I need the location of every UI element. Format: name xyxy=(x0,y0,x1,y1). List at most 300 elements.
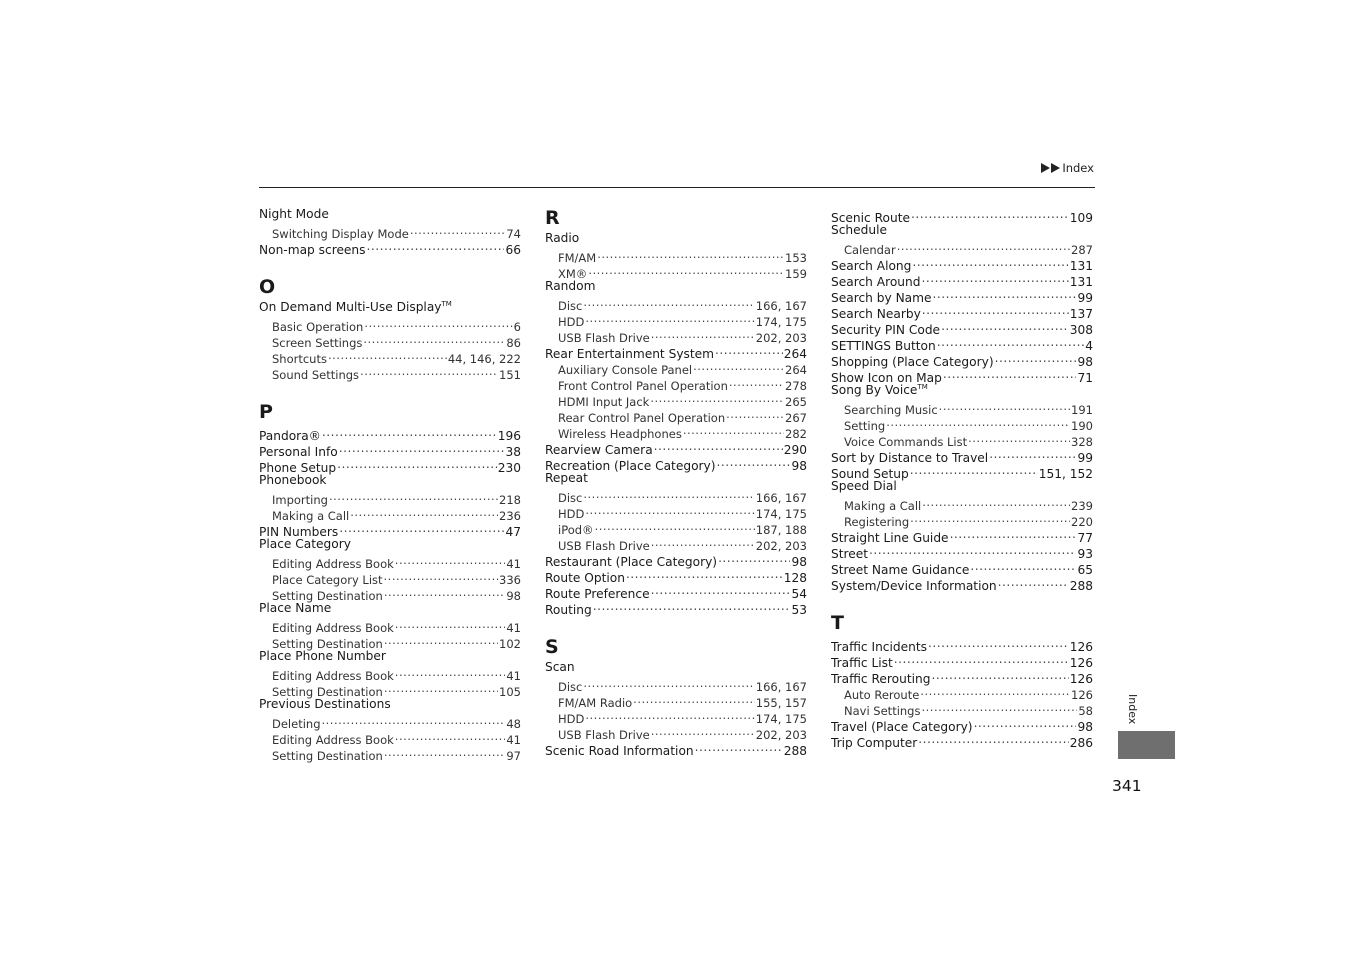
entry-name-text: Schedule xyxy=(831,223,888,237)
entry-name xyxy=(831,478,897,494)
entry-name-text: Traffic Incidents xyxy=(831,640,927,654)
arrow-right-icon xyxy=(1051,163,1060,173)
entry-page-ref[interactable]: 131 xyxy=(1069,275,1093,289)
entry-name xyxy=(259,299,452,315)
entry-page-ref[interactable]: 6 xyxy=(513,320,521,334)
entry-name-text: Traffic List xyxy=(831,656,893,670)
entry-name-text: Phonebook xyxy=(259,473,327,487)
entry-name-text: Scenic Route xyxy=(831,211,910,225)
entry-name xyxy=(844,434,967,450)
leader-dots xyxy=(595,518,755,534)
entry-name xyxy=(844,418,885,434)
entry-name xyxy=(831,274,920,290)
entry-page-ref[interactable]: 128 xyxy=(783,571,807,585)
entry-name-text: Making a Call xyxy=(844,499,922,513)
entry-name-text: Phone Setup xyxy=(259,461,337,475)
entry-page-ref[interactable]: 41 xyxy=(506,621,521,635)
index-block xyxy=(545,206,807,617)
entry-name-text: Shopping (Place Category) xyxy=(831,355,994,369)
entry-page-ref[interactable]: 187, 188 xyxy=(755,523,807,537)
entry-page-ref[interactable]: 98 xyxy=(1077,355,1093,369)
leader-dots xyxy=(695,739,783,755)
entry-page-ref[interactable]: 159 xyxy=(785,267,807,281)
index-letter-heading: T xyxy=(831,612,844,634)
entry-name-text: Street xyxy=(831,547,869,561)
index-entry xyxy=(545,278,807,294)
entry-page-ref[interactable]: 41 xyxy=(506,557,521,571)
entry-name xyxy=(831,655,893,671)
index-subentry[interactable] xyxy=(545,294,807,313)
entry-name-text: Setting Destination xyxy=(272,637,383,651)
entry-page-ref[interactable]: 131 xyxy=(1069,259,1093,273)
leader-dots xyxy=(693,358,784,374)
entry-page-ref[interactable]: 99 xyxy=(1077,291,1093,305)
entry-name xyxy=(545,470,588,486)
leader-dots xyxy=(933,286,1077,302)
entry-name-text: Trip Computer xyxy=(831,736,918,750)
entry-page-ref[interactable]: 102 xyxy=(499,637,521,651)
entry-page-ref[interactable]: 190 xyxy=(1071,419,1093,433)
entry-name-text: Basic Operation xyxy=(272,320,364,334)
index-entry xyxy=(831,222,1093,238)
entry-name-text: Personal Info xyxy=(259,445,338,459)
entry-name xyxy=(272,367,359,383)
entry-name-text: Disc xyxy=(558,680,583,694)
entry-page-ref[interactable]: 58 xyxy=(1078,704,1093,718)
entry-name xyxy=(831,338,936,354)
index-block xyxy=(545,635,807,758)
entry-page-ref[interactable]: 126 xyxy=(1069,656,1093,670)
leader-dots xyxy=(989,446,1076,462)
index-letter-heading: O xyxy=(259,276,276,298)
entry-page-ref[interactable]: 153 xyxy=(785,251,807,265)
leader-dots xyxy=(922,494,1070,510)
leader-dots xyxy=(322,712,506,728)
index-subentry[interactable] xyxy=(259,222,521,241)
index-column-3 xyxy=(831,206,1093,750)
entry-page-ref[interactable]: 47 xyxy=(505,525,521,539)
index-entry[interactable] xyxy=(831,635,1093,654)
leader-dots xyxy=(593,598,791,614)
entry-page-ref[interactable]: 202, 203 xyxy=(755,728,807,742)
entry-page-ref[interactable]: 137 xyxy=(1069,307,1093,321)
entry-page-ref[interactable]: 264 xyxy=(783,347,807,361)
page-number: 341 xyxy=(1112,777,1142,795)
leader-dots xyxy=(941,318,1069,334)
entry-name xyxy=(558,538,650,554)
entry-name-text: Editing Address Book xyxy=(272,669,394,683)
leader-dots xyxy=(651,582,791,598)
leader-dots xyxy=(360,363,498,379)
entry-name xyxy=(272,572,383,588)
entry-name-text: Traffic Rerouting xyxy=(831,672,931,686)
leader-dots xyxy=(968,430,1070,446)
entry-page-ref[interactable]: 86 xyxy=(506,336,521,350)
leader-dots xyxy=(384,632,498,648)
leader-dots xyxy=(633,691,755,707)
index-entry xyxy=(259,536,521,552)
entry-name xyxy=(831,322,940,338)
entry-name-text: Security PIN Code xyxy=(831,323,941,337)
leader-dots xyxy=(384,568,499,584)
leader-dots xyxy=(950,526,1077,542)
entry-name-text: Wireless Headphones xyxy=(558,427,682,441)
leader-dots xyxy=(395,664,506,680)
entry-page-ref[interactable]: 126 xyxy=(1069,640,1093,654)
entry-page-ref[interactable]: 74 xyxy=(506,227,521,241)
leader-dots xyxy=(683,422,784,438)
entry-page-ref[interactable]: 99 xyxy=(1077,451,1093,465)
entry-name xyxy=(831,306,921,322)
entry-name-text: Place Category List xyxy=(272,573,383,587)
index-subentry[interactable] xyxy=(259,315,521,334)
entry-name-text: Repeat xyxy=(545,471,588,485)
entry-name-text: Place Category xyxy=(259,537,351,551)
entry-name-text: Registering xyxy=(844,515,910,529)
entry-name-text: Deleting xyxy=(272,717,321,731)
entry-page-ref[interactable]: 41 xyxy=(506,669,521,683)
entry-name xyxy=(831,382,928,398)
leader-dots xyxy=(922,302,1069,318)
leader-dots xyxy=(939,398,1070,414)
entry-name xyxy=(558,394,649,410)
entry-page-ref[interactable]: 155, 157 xyxy=(755,696,807,710)
entry-name-text: Routing xyxy=(545,603,592,617)
index-subentry[interactable] xyxy=(831,494,1093,513)
side-tab-label: Index xyxy=(1126,694,1139,725)
leader-dots xyxy=(918,731,1068,747)
entry-name xyxy=(844,687,919,703)
entry-page-ref[interactable]: 264 xyxy=(785,363,807,377)
leader-dots xyxy=(350,504,498,520)
entry-name-text: Disc xyxy=(558,299,583,313)
entry-page-ref[interactable]: 278 xyxy=(785,379,807,393)
leader-dots xyxy=(717,454,791,470)
entry-name-text: Place Phone Number xyxy=(259,649,386,663)
entry-name-text: Disc xyxy=(558,491,583,505)
entry-name xyxy=(831,671,930,687)
index-subentry[interactable] xyxy=(259,712,521,731)
entry-name-text: HDMI Input Jack xyxy=(558,395,650,409)
entry-name-text: Setting Destination xyxy=(272,589,383,603)
entry-name-text: Sort by Distance to Travel xyxy=(831,451,989,465)
entry-page-ref[interactable]: 98 xyxy=(791,459,807,473)
entry-page-ref[interactable]: 265 xyxy=(785,395,807,409)
entry-name xyxy=(259,472,326,488)
leader-dots xyxy=(912,254,1068,270)
index-column-1 xyxy=(259,206,521,763)
leader-dots xyxy=(869,542,1076,558)
entry-name-text: Route Option xyxy=(545,571,625,585)
index-block xyxy=(259,400,521,763)
entry-name-text: HDD xyxy=(558,507,585,521)
index-block xyxy=(259,275,521,382)
entry-name-text: Search Along xyxy=(831,259,912,273)
index-entry[interactable] xyxy=(831,558,1093,577)
entry-name-text: Setting xyxy=(844,419,886,433)
entry-name xyxy=(545,230,579,246)
entry-page-ref[interactable]: 166, 167 xyxy=(755,680,807,694)
entry-page-ref[interactable]: 41 xyxy=(506,733,521,747)
entry-name-text: Auto Reroute xyxy=(844,688,920,702)
entry-page-ref[interactable]: 166, 167 xyxy=(755,491,807,505)
leader-dots xyxy=(410,222,506,238)
entry-page-ref[interactable]: 66 xyxy=(505,243,521,257)
entry-page-ref[interactable]: 105 xyxy=(499,685,521,699)
entry-page-ref[interactable]: 308 xyxy=(1069,323,1093,337)
leader-dots xyxy=(910,462,1038,478)
entry-name-text: Pandora® xyxy=(259,429,321,443)
entry-name xyxy=(831,222,887,238)
entry-name-text: Recreation (Place Category) xyxy=(545,459,716,473)
entry-page-ref[interactable]: 48 xyxy=(506,717,521,731)
entry-name-text: Night Mode xyxy=(259,207,329,221)
entry-page-ref[interactable]: 97 xyxy=(506,749,521,763)
entry-page-ref[interactable]: 109 xyxy=(1069,211,1093,225)
index-letter-heading: R xyxy=(545,207,560,229)
entry-name xyxy=(831,258,911,274)
entry-name-text: Editing Address Book xyxy=(272,733,394,747)
entry-page-ref[interactable]: 98 xyxy=(506,589,521,603)
breadcrumb-section[interactable]: Index xyxy=(1062,161,1094,175)
entry-name xyxy=(259,206,329,222)
leader-dots xyxy=(897,238,1070,254)
entry-name xyxy=(259,444,338,460)
leader-dots xyxy=(937,334,1085,350)
entry-name xyxy=(558,490,582,506)
entry-page-ref[interactable]: 191 xyxy=(1071,403,1093,417)
leader-dots xyxy=(583,294,754,310)
entry-name xyxy=(259,536,351,552)
leader-dots xyxy=(339,520,504,536)
entry-name xyxy=(558,362,692,378)
entry-page-ref[interactable]: 54 xyxy=(791,587,807,601)
entry-name-text: System/Device Information xyxy=(831,579,997,593)
leader-dots xyxy=(718,550,790,566)
entry-page-ref[interactable]: 202, 203 xyxy=(755,331,807,345)
leader-dots xyxy=(585,707,754,723)
leader-dots xyxy=(337,456,497,472)
entry-name xyxy=(545,346,714,362)
entry-name xyxy=(831,290,932,306)
index-entry xyxy=(545,230,807,246)
entry-name-text: USB Flash Drive xyxy=(558,539,650,553)
entry-page-ref[interactable]: 126 xyxy=(1069,672,1093,686)
leader-dots xyxy=(328,347,447,363)
index-entry xyxy=(831,382,1093,398)
entry-name xyxy=(272,732,394,748)
entry-name xyxy=(259,600,331,616)
leader-dots xyxy=(931,667,1068,683)
entry-page-ref[interactable]: 239 xyxy=(1071,499,1093,513)
entry-name-text: Sound Setup xyxy=(831,467,909,481)
index-subentry[interactable] xyxy=(545,675,807,694)
entry-page-ref[interactable]: 218 xyxy=(499,493,521,507)
entry-page-ref[interactable]: 202, 203 xyxy=(755,539,807,553)
trademark-mark: TM xyxy=(917,382,928,391)
entry-name-text: On Demand Multi-Use Display xyxy=(259,300,442,314)
leader-dots xyxy=(894,651,1069,667)
index-block xyxy=(831,206,1093,593)
entry-name-text: Shortcuts xyxy=(272,352,327,366)
leader-dots xyxy=(729,374,784,390)
index-subentry[interactable] xyxy=(831,398,1093,417)
entry-name xyxy=(558,679,582,695)
entry-page-ref[interactable]: 65 xyxy=(1077,563,1093,577)
leader-dots xyxy=(363,331,505,347)
entry-name-text: Previous Destinations xyxy=(259,697,391,711)
entry-page-ref[interactable]: 174, 175 xyxy=(755,712,807,726)
entry-name xyxy=(558,314,584,330)
entry-page-ref[interactable]: 4 xyxy=(1085,339,1093,353)
index-entry xyxy=(259,600,521,616)
entry-page-ref[interactable]: 328 xyxy=(1071,435,1093,449)
entry-page-ref[interactable]: 151, 152 xyxy=(1038,467,1093,481)
entry-page-ref[interactable]: 288 xyxy=(783,744,807,758)
leader-dots xyxy=(588,262,784,278)
breadcrumb[interactable] xyxy=(1041,161,1094,175)
leader-dots xyxy=(597,246,784,262)
entry-page-ref[interactable]: 53 xyxy=(791,603,807,617)
index-entry[interactable] xyxy=(259,424,521,443)
leader-dots xyxy=(928,635,1069,651)
entry-name-text: Setting Destination xyxy=(272,749,383,763)
index-subentry[interactable] xyxy=(831,238,1093,257)
leader-dots xyxy=(384,584,506,600)
index-subentry[interactable] xyxy=(259,664,521,683)
index-entry[interactable] xyxy=(831,542,1093,561)
entry-page-ref[interactable]: 38 xyxy=(505,445,521,459)
entry-name-text: Front Control Panel Operation xyxy=(558,379,728,393)
index-entry xyxy=(259,299,521,315)
leader-dots xyxy=(995,350,1077,366)
entry-name-text: Searching Music xyxy=(844,403,938,417)
entry-page-ref[interactable]: 267 xyxy=(785,411,807,425)
entry-name-text: Voice Commands List xyxy=(844,435,968,449)
leader-dots xyxy=(886,414,1070,430)
entry-name xyxy=(272,492,328,508)
leader-dots xyxy=(626,566,783,582)
index-block xyxy=(831,611,1093,750)
entry-page-ref[interactable]: 126 xyxy=(1071,688,1093,702)
entry-name-text: Rear Control Panel Operation xyxy=(558,411,726,425)
entry-name xyxy=(558,711,584,727)
entry-name xyxy=(272,620,394,636)
entry-page-ref[interactable]: 196 xyxy=(497,429,521,443)
leader-dots xyxy=(339,440,505,456)
entry-name xyxy=(558,506,584,522)
entry-name xyxy=(545,570,625,586)
entry-page-ref[interactable]: 282 xyxy=(785,427,807,441)
entry-page-ref[interactable]: 151 xyxy=(499,368,521,382)
leader-dots xyxy=(920,683,1070,699)
leader-dots xyxy=(583,486,754,502)
entry-name xyxy=(831,562,969,578)
entry-name-text: FM/AM Radio xyxy=(558,696,633,710)
entry-page-ref[interactable]: 236 xyxy=(499,509,521,523)
leader-dots xyxy=(583,675,754,691)
entry-name xyxy=(831,735,917,751)
leader-dots xyxy=(384,680,498,696)
entry-page-ref[interactable]: 288 xyxy=(1069,579,1093,593)
entry-page-ref[interactable]: 230 xyxy=(497,461,521,475)
entry-name xyxy=(558,330,650,346)
entry-name-text: XM® xyxy=(558,267,588,281)
entry-page-ref[interactable]: 98 xyxy=(1077,720,1093,734)
entry-page-ref[interactable]: 174, 175 xyxy=(755,315,807,329)
leader-dots xyxy=(654,438,783,454)
entry-page-ref[interactable]: 44, 146, 222 xyxy=(447,352,521,366)
entry-name-text: Scan xyxy=(545,660,575,674)
entry-name xyxy=(545,659,575,675)
entry-name xyxy=(272,319,363,335)
leader-dots xyxy=(395,616,506,632)
entry-name-text: Place Name xyxy=(259,601,332,615)
entry-page-ref[interactable]: 336 xyxy=(499,573,521,587)
entry-name-text: Route Preference xyxy=(545,587,650,601)
leader-dots xyxy=(726,406,784,422)
entry-name xyxy=(831,578,997,594)
entry-name-text: PIN Numbers xyxy=(259,525,339,539)
entry-name-text: Search Around xyxy=(831,275,921,289)
entry-page-ref[interactable]: 290 xyxy=(783,443,807,457)
entry-page-ref[interactable]: 174, 175 xyxy=(755,507,807,521)
index-entry[interactable] xyxy=(831,206,1093,225)
entry-page-ref[interactable]: 166, 167 xyxy=(755,299,807,313)
leader-dots xyxy=(364,315,512,331)
entry-name-text: Editing Address Book xyxy=(272,557,394,571)
trademark-mark: TM xyxy=(441,299,452,308)
entry-name-text: FM/AM xyxy=(558,251,597,265)
entry-name-text: Setting Destination xyxy=(272,685,383,699)
leader-dots xyxy=(921,699,1077,715)
entry-name xyxy=(545,743,694,759)
arrow-right-icon xyxy=(1041,163,1050,173)
index-subentry[interactable] xyxy=(259,488,521,507)
entry-name-text: Sound Settings xyxy=(272,368,360,382)
leader-dots xyxy=(585,502,754,518)
entry-name-text: HDD xyxy=(558,712,585,726)
index-subentry[interactable] xyxy=(545,486,807,505)
leader-dots xyxy=(921,270,1068,286)
entry-page-ref[interactable]: 286 xyxy=(1069,736,1093,750)
entry-name xyxy=(272,748,383,764)
index-subentry[interactable] xyxy=(259,552,521,571)
entry-page-ref[interactable]: 220 xyxy=(1071,515,1093,529)
index-entry xyxy=(259,472,521,488)
entry-page-ref[interactable]: 98 xyxy=(791,555,807,569)
leader-dots xyxy=(970,558,1076,574)
entry-name xyxy=(831,546,868,562)
entry-name-text: Making a Call xyxy=(272,509,350,523)
leader-dots xyxy=(998,574,1069,590)
entry-page-ref[interactable]: 287 xyxy=(1071,243,1093,257)
index-subentry[interactable] xyxy=(545,246,807,265)
leader-dots xyxy=(715,342,783,358)
leader-dots xyxy=(395,552,506,568)
entry-name-text: HDD xyxy=(558,315,585,329)
entry-name-text: USB Flash Drive xyxy=(558,728,650,742)
entry-page-ref[interactable]: 77 xyxy=(1077,531,1093,545)
entry-page-ref[interactable]: 71 xyxy=(1077,371,1093,385)
index-entry xyxy=(259,648,521,664)
index-subentry[interactable] xyxy=(259,616,521,635)
entry-name-text: Song By Voice xyxy=(831,383,918,397)
entry-name-text: Calendar xyxy=(844,243,896,257)
entry-name-text: Random xyxy=(545,279,596,293)
entry-name-text: Speed Dial xyxy=(831,479,897,493)
entry-page-ref[interactable]: 93 xyxy=(1077,547,1093,561)
